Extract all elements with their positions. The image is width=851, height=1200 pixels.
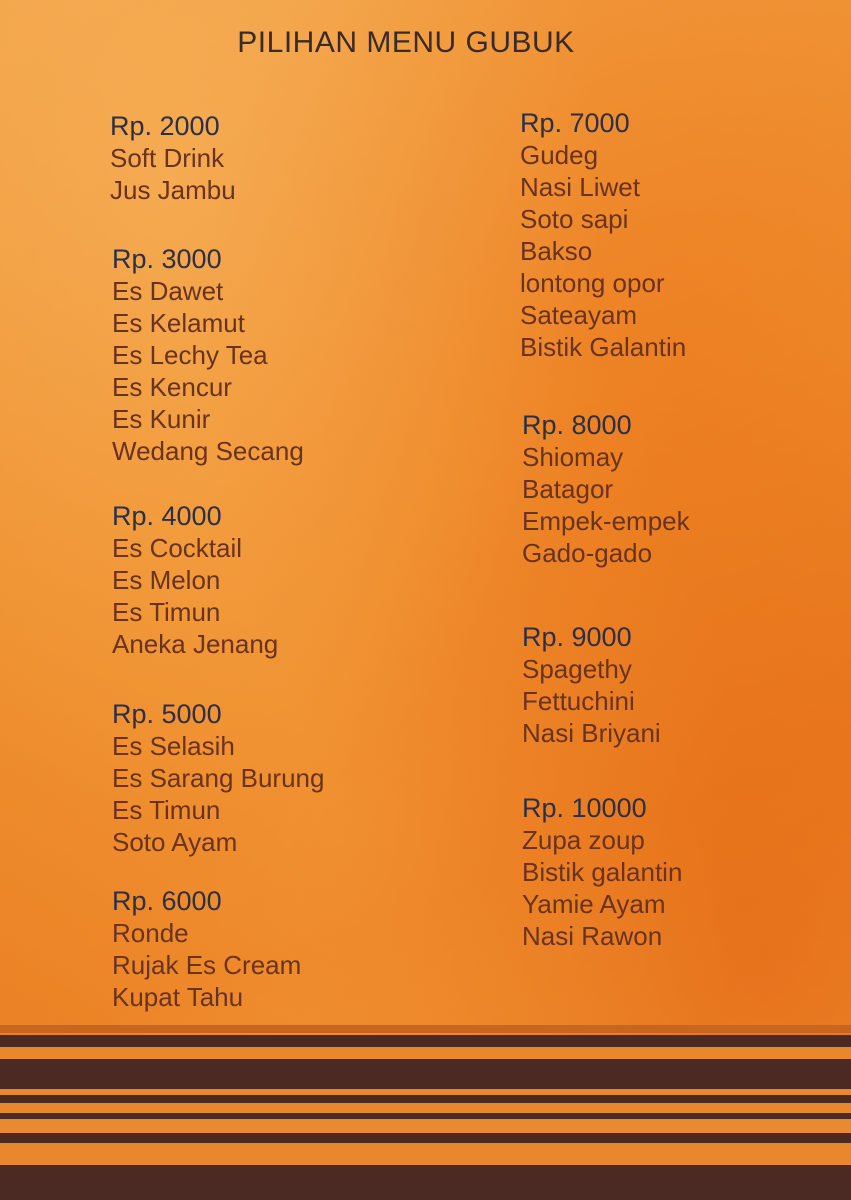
menu-item: Bistik Galantin <box>520 332 687 362</box>
menu-item: Soft Drink <box>110 143 225 173</box>
price-group-5000 <box>112 698 324 858</box>
menu-item: Es Selasih <box>112 731 235 761</box>
menu-item: Spagethy <box>522 654 632 684</box>
stripe-orange <box>0 1047 851 1059</box>
menu-item: Bakso <box>520 236 593 266</box>
menu-item: Nasi Liwet <box>520 172 640 202</box>
menu-item: Soto sapi <box>520 204 629 234</box>
menu-item: Es Cocktail <box>112 533 243 563</box>
menu-item: Bistik galantin <box>522 857 683 887</box>
price-label: Rp. 5000 <box>112 699 222 729</box>
menu-item: Gudeg <box>520 140 599 170</box>
stripe-orange <box>0 1103 851 1113</box>
stripe-dark <box>0 1133 851 1143</box>
stripe-dark <box>0 1095 851 1103</box>
menu-item: Empek-empek <box>522 506 690 536</box>
menu-item: Es Kunir <box>112 404 211 434</box>
stripe-dark-wide <box>0 1165 851 1200</box>
menu-item: Batagor <box>522 474 614 504</box>
price-group-8000 <box>522 409 690 569</box>
menu-item: Zupa zoup <box>522 825 645 855</box>
menu-item: lontong opor <box>520 268 665 298</box>
menu-item: Sateayam <box>520 300 638 330</box>
stripe-dark <box>0 1035 851 1047</box>
menu-item: Nasi Briyani <box>522 718 661 748</box>
menu-item: Es Sarang Burung <box>112 763 325 793</box>
menu-item: Jus Jambu <box>110 175 236 205</box>
menu-item: Nasi Rawon <box>522 921 663 951</box>
price-group-2000 <box>110 110 236 206</box>
menu-title: PILIHAN MENU GUBUK <box>237 26 575 59</box>
price-label: Rp. 4000 <box>112 501 222 531</box>
menu-item: Es Kencur <box>112 372 232 402</box>
menu-item: Aneka Jenang <box>112 629 279 659</box>
menu-item: Fettuchini <box>522 686 635 716</box>
price-label: Rp. 9000 <box>522 622 632 652</box>
stripe-orange <box>0 1143 851 1165</box>
price-group-3000 <box>112 243 304 467</box>
price-label: Rp. 2000 <box>110 111 220 141</box>
menu-item: Soto Ayam <box>112 827 238 857</box>
price-label: Rp. 7000 <box>520 108 630 138</box>
decorative-stripe-band <box>0 1025 851 1200</box>
menu-item: Rujak Es Cream <box>112 950 302 980</box>
menu-item: Es Timun <box>112 795 221 825</box>
stripe-dark-wide <box>0 1059 851 1089</box>
menu-item: Es Timun <box>112 597 221 627</box>
menu-item: Es Melon <box>112 565 221 595</box>
price-label: Rp. 8000 <box>522 410 632 440</box>
stripe-thin <box>0 1025 851 1033</box>
price-label: Rp. 3000 <box>112 244 222 274</box>
price-group-10000 <box>522 792 682 952</box>
price-group-9000 <box>522 621 661 749</box>
price-group-7000 <box>520 107 686 363</box>
price-label: Rp. 10000 <box>522 793 647 823</box>
price-label: Rp. 6000 <box>112 886 222 916</box>
price-group-4000 <box>112 500 278 660</box>
menu-item: Es Dawet <box>112 276 224 306</box>
menu-item: Ronde <box>112 918 189 948</box>
menu-item: Wedang Secang <box>112 436 304 466</box>
stripe-orange <box>0 1119 851 1133</box>
menu-item: Shiomay <box>522 442 624 472</box>
menu-item: Es Lechy Tea <box>112 340 268 370</box>
menu-item: Es Kelamut <box>112 308 245 338</box>
menu-item: Kupat Tahu <box>112 982 244 1012</box>
menu-item: Gado-gado <box>522 538 653 568</box>
price-group-6000 <box>112 885 301 1013</box>
menu-item: Yamie Ayam <box>522 889 666 919</box>
